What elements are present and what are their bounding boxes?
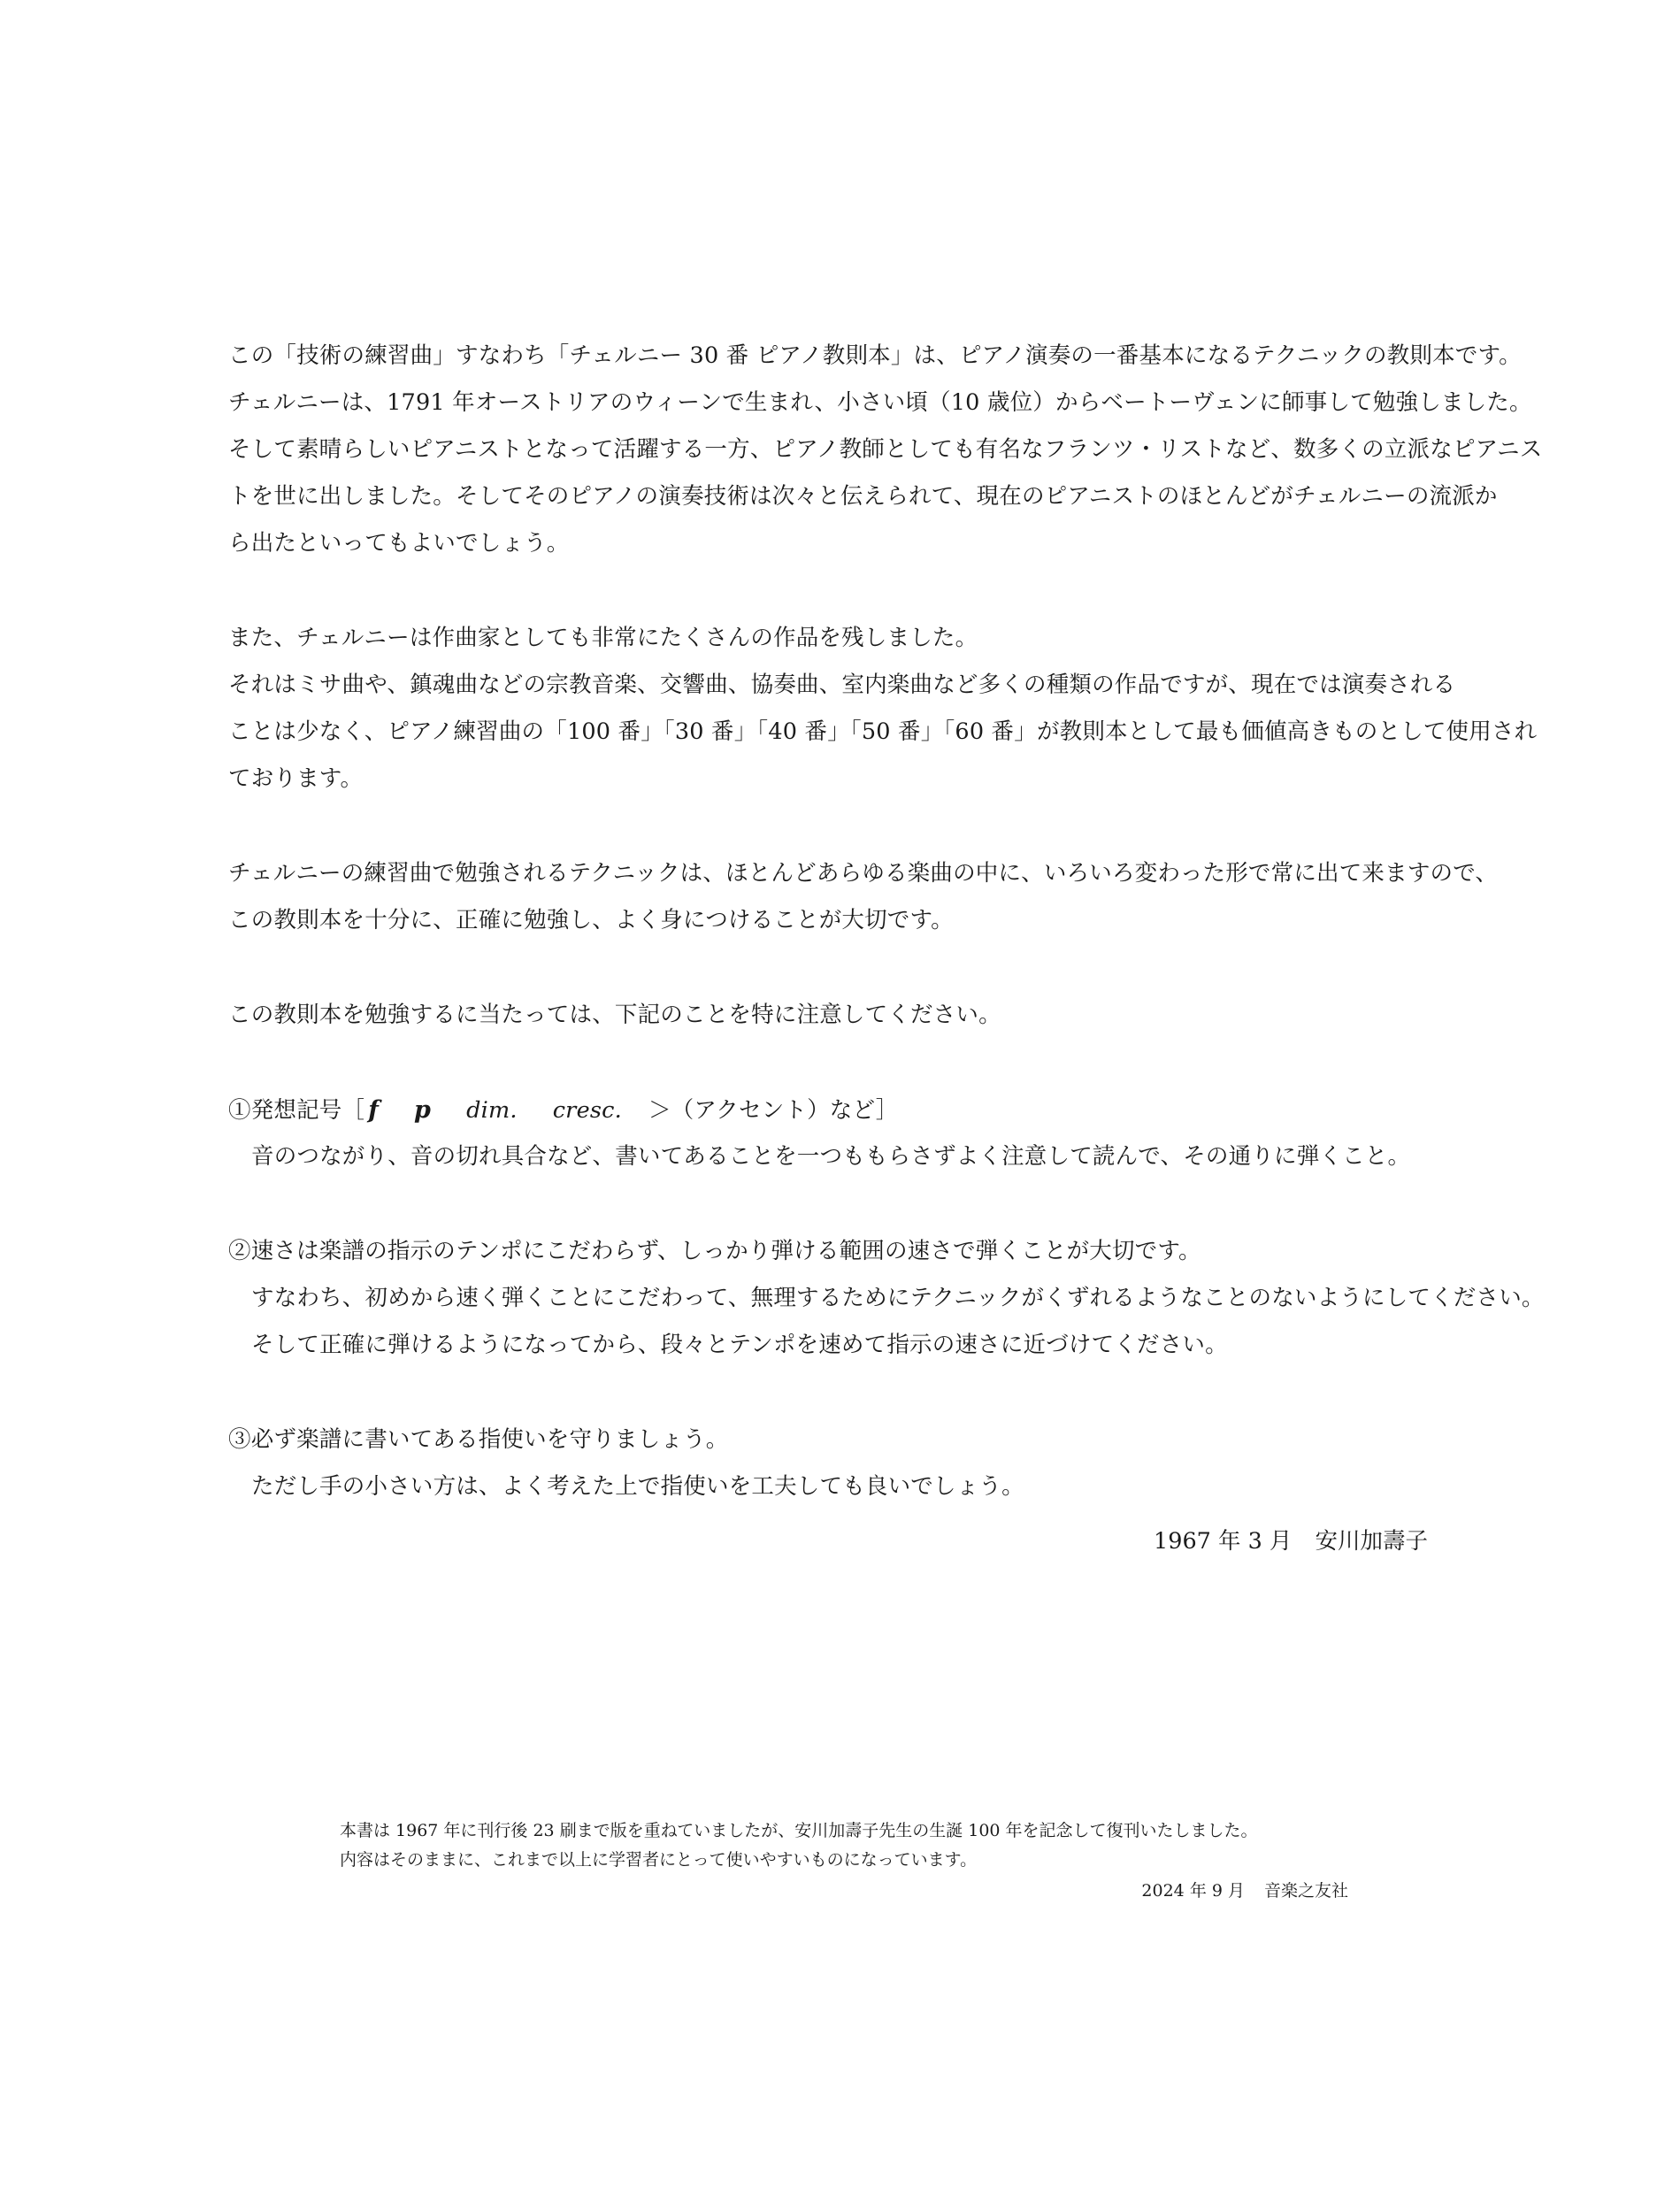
paragraph-spacer [228, 1039, 1467, 1087]
paragraph-line: ら出たといってもよいでしょう。 [228, 530, 570, 557]
preface-body [228, 333, 1545, 1510]
item-1-detail: 音のつながり、音の切れ具合など、書いてあることを一つももらさずよく注意して読んで、その通りに弾くこと。 [251, 1143, 1411, 1170]
item-1-prefix: ①発想記号［ [228, 1097, 365, 1124]
item-3-detail: ただし手の小さい方は、よく考えた上で指使いを工夫しても良いでしょう。 [251, 1473, 1024, 1500]
item-1-suffix: ＞（アクセント）など］ [648, 1097, 899, 1124]
paragraph-line: また、チェルニーは作曲家としても非常にたくさんの作品を残しました。 [228, 625, 978, 651]
paragraph-spacer [228, 803, 1467, 850]
reprint-note-signature [340, 1877, 1357, 1906]
signature-date: 1967 年 3 月 [1154, 1528, 1293, 1555]
item-2-detail: すなわち、初めから速く弾くことにこだわって、無理するためにテクニックがくずれるようなことのないようにしてください。 [251, 1285, 1545, 1311]
preface-paragraph-3 [228, 850, 1499, 944]
signature-author: 安川加壽子 [1315, 1528, 1428, 1555]
preface-paragraph-2 [228, 615, 1538, 803]
publisher-name: 音楽之友社 [1263, 1881, 1348, 1901]
paragraph-line: ことは少なく、ピアノ練習曲の「100 番」「30 番」「40 番」「50 番」「60 番」が教則本として最も価値高きものとして使用され [228, 718, 1538, 745]
item-2-lead: ②速さは楽譜の指示のテンポにこだわらず、しっかり弾ける範囲の速さで弾くことが大切です。 [228, 1238, 1201, 1264]
note-item-3 [228, 1417, 1467, 1510]
note-item-1 [228, 1087, 1467, 1180]
paragraph-line: トを世に出しました。そしてそのピアノの演奏技術は次々と伝えられて、現在のピアニストのほとんどがチェルニーの流派か [228, 483, 1498, 510]
paragraph-line: チェルニーの練習曲で勉強されるテクニックは、ほとんどあらゆる楽曲の中に、いろいろ変わった形で常に出て来ますので、 [228, 860, 1499, 887]
reprint-note-line: 内容はそのままに、これまで以上に学習者にとって使いやすいものになっています。 [340, 1850, 978, 1870]
crescendo-mark: cresc. [552, 1097, 622, 1124]
item-2-detail: そして正確に弾けるようになってから、段々とテンポを速めて指示の速さに近づけてください。 [251, 1332, 1228, 1358]
paragraph-line: この「技術の練習曲」すなわち「チェルニー 30 番 ピアノ教則本」は、ピアノ演奏の一番基本になるテクニックの教則本です。 [228, 342, 1522, 369]
reprint-date: 2024 年 9 月 [1141, 1881, 1245, 1901]
forte-mark: f [368, 1096, 380, 1124]
preface-signature [1154, 1524, 1428, 1559]
paragraph-spacer [228, 567, 1467, 615]
diminuendo-mark: dim. [466, 1097, 518, 1124]
paragraph-spacer [228, 1369, 1467, 1417]
item-3-lead: ③必ず楽譜に書いてある指使いを守りましょう。 [228, 1426, 729, 1453]
paragraph-line: この教則本を十分に、正確に勉強し、よく身につけることが大切です。 [228, 907, 954, 933]
paragraph-line: この教則本を勉強するに当たっては、下記のことを特に注意してください。 [228, 1002, 1001, 1028]
reprint-note-line: 本書は 1967 年に刊行後 23 刷まで版を重ねていましたが、安川加壽子先生の生誕 100 年を記念して復刊いたしました。 [340, 1821, 1258, 1840]
paragraph-line: そして素晴らしいピアニストとなって活躍する一方、ピアノ教師としても有名なフランツ・リストなど、数多くの立派なピアニス [228, 436, 1543, 463]
expression-marks-line [228, 1087, 1467, 1133]
piano-mark: p [414, 1096, 432, 1124]
paragraph-line: チェルニーは、1791 年オーストリアのウィーンで生まれ、小さい頃（10 歳位）からベートーヴェンに師事して勉強しました。 [228, 389, 1532, 416]
paragraph-spacer [228, 944, 1467, 992]
paragraph-spacer [228, 1180, 1467, 1228]
reprint-note [340, 1816, 1357, 1906]
preface-paragraph-4 [228, 992, 1467, 1039]
preface-paragraph-1 [228, 333, 1543, 567]
paragraph-line: ております。 [228, 765, 364, 792]
paragraph-line: それはミサ曲や、鎮魂曲などの宗教音楽、交響曲、協奏曲、室内楽曲など多くの種類の作品ですが、現在では演奏される [228, 672, 1456, 698]
note-item-2 [228, 1228, 1545, 1369]
